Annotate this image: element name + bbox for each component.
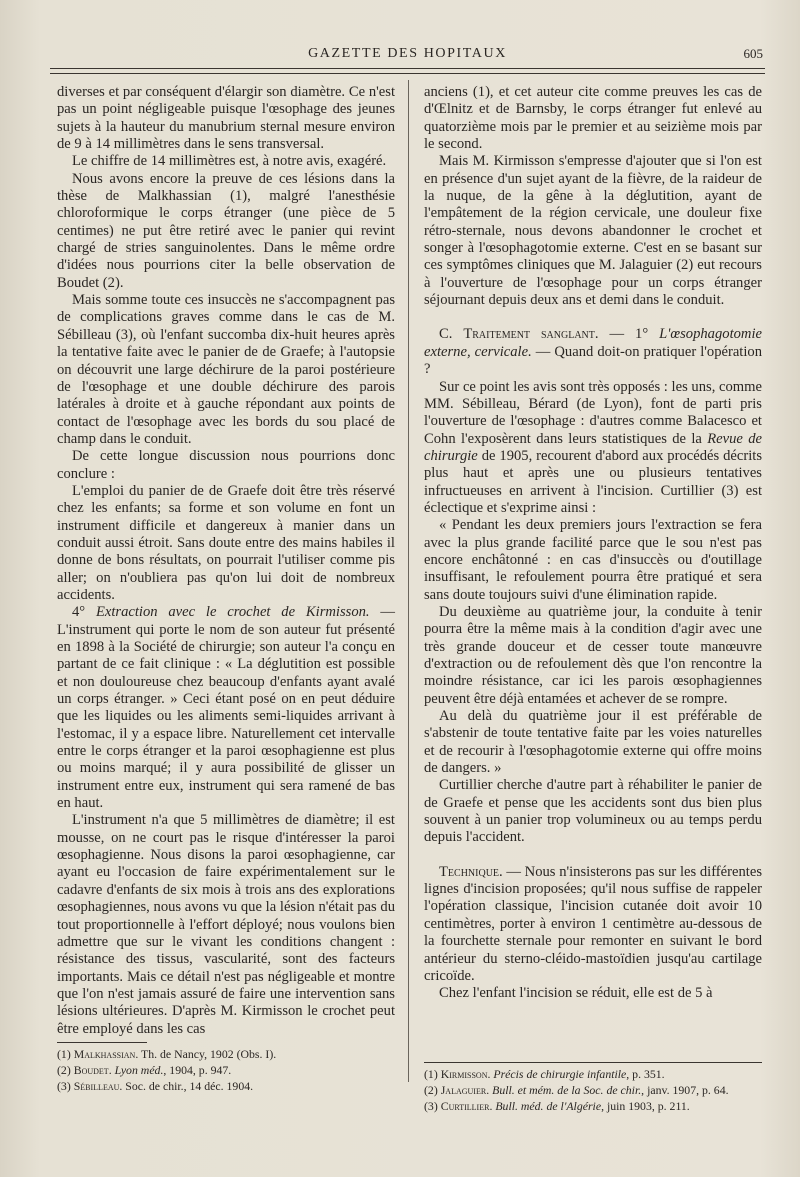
paragraph-technique (424, 864, 762, 985)
footnote-number: (3) (57, 1079, 74, 1093)
footnote (57, 1078, 395, 1094)
footnote-text: , juin 1903, p. 211. (601, 1099, 690, 1113)
footnote-author: Jalaguier (440, 1083, 487, 1097)
section-number: 4° (72, 604, 96, 621)
footnote-text: . Th. de Nancy, 1902 (Obs. I). (135, 1047, 277, 1061)
paragraph: Mais M. Kirmisson s'empresse d'ajouter que si l'on est en présence d'un sujet ayant de la fièvre, de la raideur de la nuque, de la gêne à la déglutition, ayant de l'empâtement de la région cervicale, une douleur fixe rétro-sternale, nous devons abandonner le crochet et songer à l'œsophagotomie externe. C'est en se basant sur ces symptômes cliniques que M. Jalaguier (2) eut recours à l'ouverture de l'œsophage pour un corps étranger séjournant depuis deux ans et demi dans le conduit. (424, 153, 762, 309)
header-rule-lower (50, 73, 765, 74)
footnotes-right (424, 1066, 762, 1114)
paragraph-text: Sur ce point les avis sont très opposés : les uns, comme MM. Sébilleau, Bérard (de Lyon), font de parti pris l'ouverture de l'œsophage : d'autres comme Balacesco et Cohn l'exposèrent dans leurs statistiques de la (424, 378, 762, 447)
footnotes-left (57, 1046, 395, 1094)
footnote-journal: Lyon méd. (114, 1063, 164, 1077)
footnote-text: . (486, 1083, 493, 1097)
footnote-journal: Précis de chirurgie infantile (493, 1067, 627, 1081)
footnote-author: Curtillier (440, 1099, 490, 1113)
footnote-author: Boudet (73, 1063, 109, 1077)
footnote (424, 1066, 762, 1082)
footnote-author: Kirmisson (440, 1067, 488, 1081)
section-letter: C. (439, 326, 464, 343)
footnote (424, 1082, 762, 1098)
footnote-author: Malkhassian (73, 1047, 136, 1061)
paragraph: Le chiffre de 14 millimètres est, à notre avis, exagéré. (72, 153, 387, 170)
quote-paragraph: Du deuxième au quatrième jour, la conduite à tenir pourra être la même mais à la condition d'agir avec une très grande douceur et de cesser toute manœuvre d'extraction ou de refoulement dès que l'on rencontre la moindre résistance, car ici les parois œsophagiennes peuvent être déjà entamées et achever de se rompre. (424, 603, 762, 707)
footnote (424, 1098, 762, 1114)
footnote-number: (1) (424, 1067, 441, 1081)
paragraph (424, 379, 762, 518)
paragraph: Chez l'enfant l'incision se réduit, elle est de 5 à (439, 985, 713, 1002)
paragraph: diverses et par conséquent d'élargir son diamètre. Ce n'est pas un point négligeable puisque l'œsophage des jeunes sujets à la hauteur du manubrium sternal mesure environ de 9 à 14 millimètres dans le sens transversal. (57, 84, 395, 153)
footnote-rule-right (424, 1062, 762, 1063)
footnote-number: (1) (57, 1047, 74, 1061)
paragraph-text: — Quand doit-on pratiquer l'opération ? (424, 343, 763, 378)
paragraph-traitement (424, 326, 762, 378)
footnote-number: (2) (424, 1083, 441, 1097)
footnote-journal: Bull. et mém. de la Soc. de chir. (492, 1083, 642, 1097)
paragraph: Mais somme toute ces insuccès ne s'accompagnent pas de complications graves comme dans le cas de M. Sébilleau (3), où l'enfant succomba dix-huit heures après la tentative faite avec le panier de de Graefe; à l'autopsie on découvrit une large déchirure de la paroi postérieure de l'œsophage et une double déchirure des parois latérales à droite et à gauche répondant aux points de contact de l'œsophage avec les bords du sou placé de champ dans le conduit. (57, 292, 395, 447)
footnote (57, 1046, 395, 1062)
journal-title: GAZETTE DES HOPITAUX (308, 46, 507, 61)
footnote-text: . (487, 1067, 494, 1081)
footnote-text: , janv. 1907, p. 64. (641, 1083, 729, 1097)
header-rule (50, 68, 765, 69)
footnote-text: . Soc. de chir., 14 déc. 1904. (119, 1079, 254, 1093)
quote-paragraph: « Pendant les deux premiers jours l'extraction se fera avec la plus grande facilité parce que le sou n'est pas encore enchâtonné : en cas d'insuccès ou d'outillage insuffisant, le refoulement pourra être pratiqué et sera sans doute toujours suivi d'une élimination rapide. (424, 517, 762, 603)
left-column (57, 84, 395, 1038)
footnote-text: , p. 351. (626, 1067, 665, 1081)
quote-paragraph: Au delà du quatrième jour il est préférable de s'abstenir de toute tentative faite par les voies naturelles et de recourir à l'œsophagotomie externe qui offre moins de dangers. » (424, 708, 762, 777)
section-heading: Traitement sanglant. (463, 326, 599, 343)
paragraph-kirmisson (57, 604, 395, 812)
footnote-text: . (108, 1063, 115, 1077)
paragraph-text: — L'instrument qui porte le nom de son auteur fut présenté en 1898 à la Société de chirurgie; son auteur l'a conçu en partant de ce fait clinique : « La déglutition est possible et non douloureuse chez beaucoup d'enfants ayant avalé un corps étranger. » Ceci étant posé on en peut déduire que les liquides ou les aliments semi-liquides arrivant à l'estomac, il y a espace libre. Naturellement cet intervalle entre le corps étranger et la paroi œsophagienne est plus ou moins marqué; il y aura possibilité de glisser un instrument entre eux, instrument qui sera ramené de bas en haut. (57, 604, 395, 812)
subsection-heading: L'œsophagotomie externe, cervicale. (424, 326, 762, 360)
paragraph: De cette longue discussion nous pourrions donc conclure : (57, 448, 395, 482)
paragraph: L'emploi du panier de de Graefe doit être très réservé chez les enfants; sa forme et son volume en font un instrument difficile et dangereux à manier dans un conduit aussi étroit. Sans doute entre des mains habiles il donne de bons résultats, on pourrait l'utiliser comme pis aller; on n'oubliera pas qu'on lui doit de nombreux accidents. (57, 482, 395, 603)
footnote-number: (2) (57, 1063, 74, 1077)
paragraph: L'instrument n'a que 5 millimètres de diamètre; il est mousse, on ne court pas le risque d'intéresser la paroi œsophagienne. Nous disons la paroi œsophagienne, car ayant eu l'occasion de faire expérimentalement sur le cadavre d'enfants de six mois à trois ans des explorations œsophagiennes, nous avons vu que la lésion n'était pas du tout proportionnelle à l'effort déployé; nous voulons bien admettre que sur le vivant les conditions changent : résistance des tissus, vascularité, sont des facteurs importants. Mais ce détail n'est pas négligeable et montre que l'on n'est jamais assuré de faire une intervention sans lésions ultérieures. D'après M. Kirmisson le crochet peut être employé dans les cas (57, 812, 395, 1037)
right-column (424, 84, 762, 1003)
column-divider (408, 80, 409, 1082)
footnote-journal: Bull. méd. de l'Algérie (495, 1099, 602, 1113)
footnote-text: , 1904, p. 947. (163, 1063, 232, 1077)
footnote-number: (3) (424, 1099, 441, 1113)
page-header (50, 44, 765, 70)
journal-name: Revue de chirurgie (424, 430, 762, 464)
paragraph-text: — Nous n'insisterons pas sur les différentes lignes d'incision proposées; qu'il nous suffise de rappeler l'opération classique, l'incision cutanée doit avoir 10 centimètres, porter à environ 1 centimètre au-dessous de la fourchette sternale pour remonter en suivant le bord antérieur du sterno-cléido-mastoïdien jusqu'au cartilage cricoïde. (424, 863, 762, 984)
paragraph-text: de 1905, recourent d'abord aux procédés décrits plus haut et après une ou plusieurs tentatives infructueuses en arrivent à l'incision. Curtillier (3) est éclectique et s'exprime ainsi : (424, 447, 762, 516)
paragraph: anciens (1), et cet auteur cite comme preuves les cas de d'Œlnitz et de Barnsby, le corps étranger fut enlevé au quatorzième mois par le premier et au seizième mois par le second. (424, 84, 762, 153)
paragraph-text: — 1° (598, 326, 660, 343)
page-number: 605 (743, 46, 763, 61)
paragraph: Curtillier cherche d'autre part à réhabiliter le panier de de Graefe et pense que les accidents sont dus bien plus souvent à un panier trop volumineux ou au temps perdu depuis l'accident. (424, 777, 762, 846)
footnote (57, 1062, 395, 1078)
section-heading: Technique. (439, 863, 503, 880)
section-heading: Extraction avec le crochet de Kirmisson. (95, 604, 370, 621)
footnote-rule-left (57, 1042, 147, 1043)
paragraph: Nous avons encore la preuve de ces lésions dans la thèse de Malkhassian (1), malgré l'anesthésie chloroformique le corps étranger (une pièce de 5 centimes) ne put être retiré avec le panier qui revint chargé de stries sanguinolentes. Dans le même ordre d'idées nous pourrions citer la belle observation de Boudet (2). (57, 170, 395, 291)
footnote-text: . (489, 1099, 496, 1113)
footnote-author: Sébilleau (73, 1079, 120, 1093)
